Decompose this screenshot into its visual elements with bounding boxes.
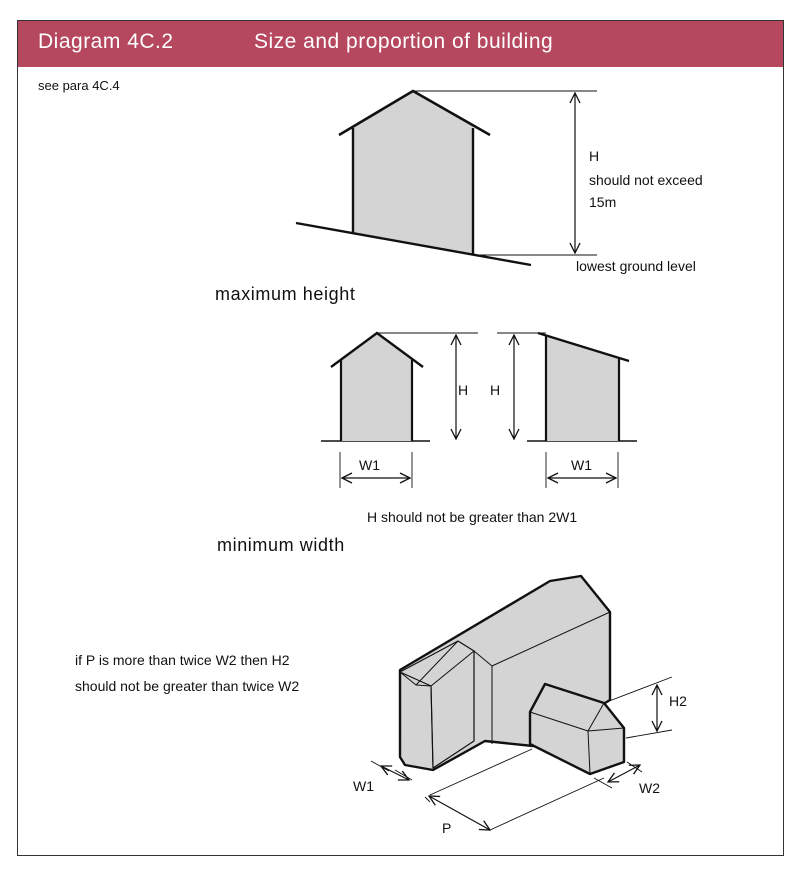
monopitch-house-body [546,335,619,441]
gable-house-body [341,333,412,441]
height-dim-label: H [589,148,600,164]
max-height-caption: maximum height [215,284,356,304]
h-label-left: H [458,382,469,398]
height-note-line2: 15m [589,194,617,210]
diagram-title: Size and proportion of building [254,30,554,53]
w1-label-left: W1 [359,457,380,473]
max-height-figure [296,91,600,265]
w1-label-right: W1 [571,457,592,473]
diagram-number: Diagram 4C.2 [38,30,174,53]
isometric-building [400,576,624,774]
p-arrow [429,796,490,830]
proportion-note-line1: if P is more than twice W2 then H2 [75,652,290,668]
ground-level-label: lowest ground level [576,258,696,274]
w2-label: W2 [639,780,660,796]
h-label-right: H [490,382,501,398]
w1-iso-arrow [381,766,409,780]
height-note-line1: should not exceed [589,172,703,188]
width-rule-note: H should not be greater than 2W1 [367,509,578,525]
w2-arrow [608,765,640,782]
p-label: P [442,820,452,836]
min-width-caption: minimum width [217,535,345,555]
proportion-note-line2: should not be greater than twice W2 [75,678,300,694]
paragraph-reference: see para 4C.4 [38,78,120,93]
w1-iso-label: W1 [353,778,374,794]
h2-label: H2 [669,693,687,709]
